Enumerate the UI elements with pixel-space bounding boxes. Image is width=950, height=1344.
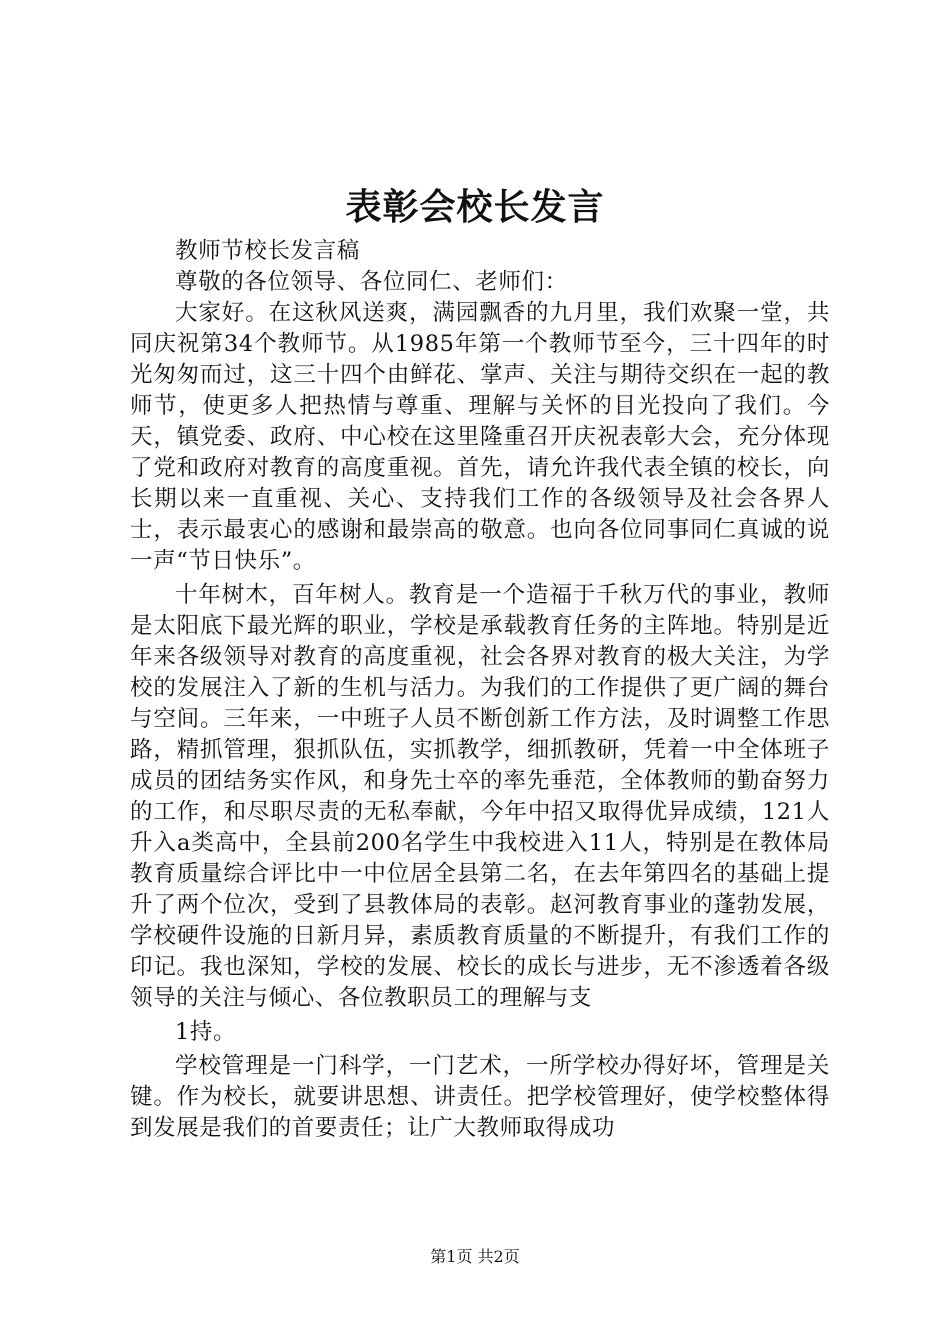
document-body [130,236,830,1144]
paragraph-subtitle: 教师节校长发言稿 [175,238,360,264]
paragraph-salutation: 尊敬的各位领导、各位同仁、老师们： [175,269,568,295]
paragraph-education: 十年树木，百年树人。教育是一个造福于千秋万代的事业，教师是太阳底下最光辉的职业，学校是承载教育任务的主阵地。特别是近年来各级领导对教育的高度重视，社会各界对教育的极大关注，为学校的发展注入了新的生机与活力。为我们的工作提供了更广阔的舞台与空间。三年来，一中班子人员不断创新工作方法，及时调整工作思路，精抓管理，狠抓队伍，实抓教学，细抓教研，凭着一中全体班子成员的团结务实作风，和身先士卒的率先垂范，全体教师的勤奋努力的工作，和尽职尽责的无私奉献，今年中招又取得优异成绩，121人升入a类高中，全县前200名学生中我校进入11人，特别是在教体局教育质量综合评比中一中位居全县第二名，在去年第四名的基础上提升了两个位次，受到了县教体局的表彰。赵河教育事业的蓬勃发展，学校硬件设施的日新月异，素质教育质量的不断提升，有我们工作的印记。我也深知，学校的发展、校长的成长与进步，无不渗透着各级领导的关注与倾心、各位教职员工的理解与支 [130,582,830,1011]
paragraph-continuation: 1持。 [175,1019,237,1045]
document-title: 表彰会校长发言 [345,186,605,228]
page-footer: 第1页 共2页 [430,1247,520,1266]
paragraph-greeting: 大家好。在这秋风送爽，满园飘香的九月里，我们欢聚一堂，共同庆祝第34个教师节。从1985年第一个教师节至今，三十四年的时光匆匆而过，这三十四个由鲜花、掌声、关注与期待交织在一起的教师节，使更多人把热情与尊重、理解与关怀的目光投向了我们。今天，镇党委、政府、中心校在这里隆重召开庆祝表彰大会，充分体现了党和政府对教育的高度重视。首先，请允许我代表全镇的校长，向长期以来一直重视、关心、支持我们工作的各级领导及社会各界人士，表示最衷心的感谢和最崇高的敬意。也向各位同事同仁真诚的说一声“节日快乐”。 [130,300,830,574]
paragraph-management: 学校管理是一门科学，一门艺术，一所学校办得好坏，管理是关键。作为校长，就要讲思想、讲责任。把学校管理好，使学校整体得到发展是我们的首要责任；让广大教师取得成功 [130,1053,830,1141]
